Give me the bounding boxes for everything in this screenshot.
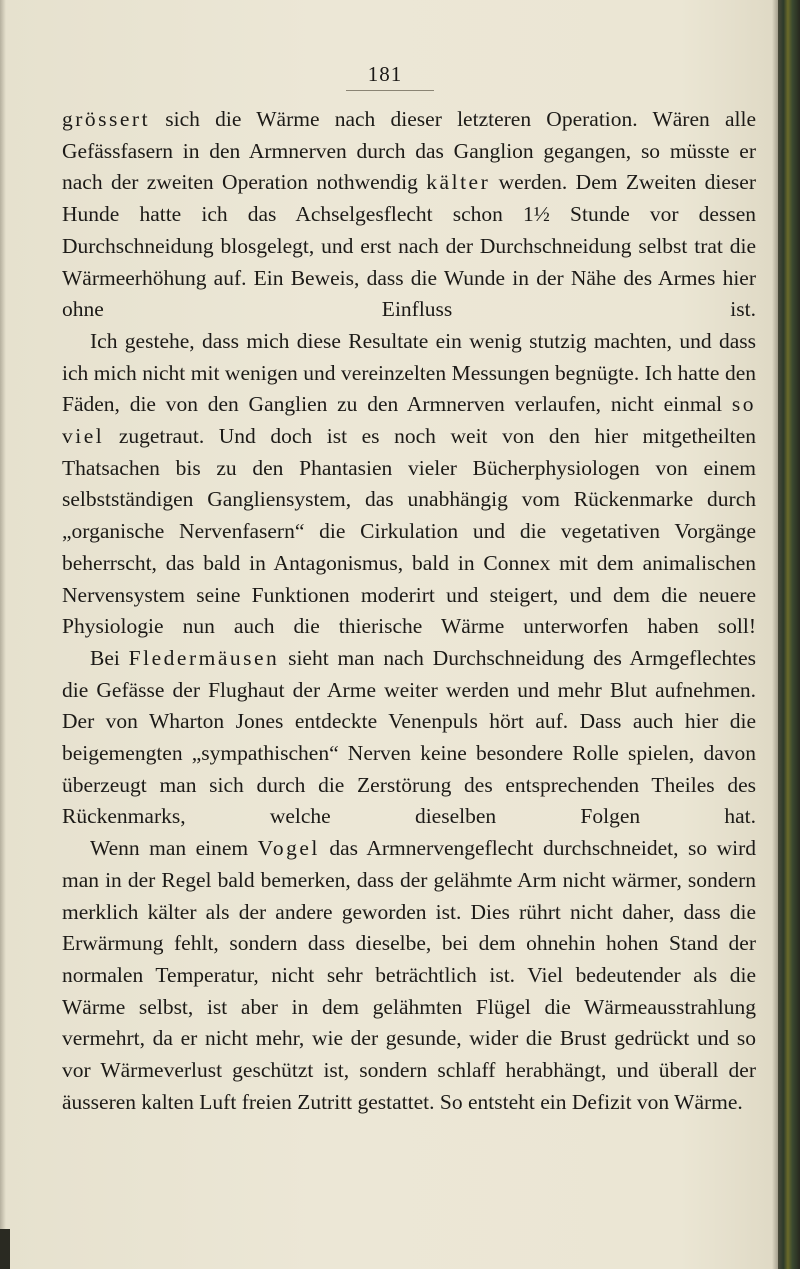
- text-body: [62, 104, 756, 1119]
- spaced-word: so viel: [62, 392, 756, 449]
- page-number-rule: [346, 90, 434, 91]
- paragraph-1: [62, 104, 756, 326]
- paragraph-4: [62, 833, 756, 1118]
- text-run: sich die Wärme nach dieser letzteren Operation. Wären alle Gefässfasern in den Armnerven durch das Ganglion gegangen, so müsste er nach der zweiten Operation nothwendig: [62, 107, 756, 195]
- spaced-word: kälter: [426, 170, 491, 195]
- page-corner-mark: [0, 1229, 10, 1269]
- book-binding: [778, 0, 800, 1269]
- paragraph-3: [62, 643, 756, 833]
- text-run: Bei: [90, 645, 129, 670]
- page-left-shadow: [0, 0, 6, 1269]
- text-run: zugetraut. Und doch ist es noch weit von den hier mitgetheilten Thatsachen bis zu den Phantasien vieler Bücherphysiologen von einem selbstständigen Gangliensystem, das unabhängig vom Rückenmarke durch „organische Nervenfasern“ die Cirkulation und die vegetativen Vorgänge beherrscht, das bald in Antagonismus, bald in Connex mit dem animalischen Nervensystem seine Funktionen moderirt und steigert, und dem die neuere Physiologie nun auch die thierische Wärme unterworfen haben soll!: [62, 424, 756, 639]
- text-run: das Armnervengeflecht durchschneidet, so wird man in der Regel bald bemerken, dass der gelähmte Arm nicht wärmer, sondern merklich kälter als der andere geworden ist. Dies rührt nicht daher, dass die Erwärmung fehlt, sondern dass dieselbe, bei dem ohnehin hohen Stand der normalen Temperatur, nicht sehr beträchtlich ist. Viel bedeutender als die Wärme selbst, ist aber in dem gelähmten Flügel die Wärmeausstrahlung vermehrt, da er nicht mehr, wie der gesunde, wider die Brust gedrückt und so vor Wärmeverlust geschützt ist, sondern schlaff herabhängt, und überall der äusseren kalten Luft freien Zutritt gestattet. So entsteht ein Defizit von Wärme.: [62, 836, 756, 1114]
- spaced-word: Fledermäusen: [128, 645, 280, 670]
- spaced-word: grössert: [62, 107, 151, 131]
- text-run: Wenn man einem: [90, 836, 258, 861]
- page-number: 181: [367, 62, 403, 86]
- paragraph-2: [62, 326, 756, 643]
- spaced-word: Vogel: [257, 836, 320, 861]
- text-run: werden. Dem Zweiten dieser Hunde hatte ich das Achselgesflecht schon 1½ Stunde vor dessen Durchschneidung blosgelegt, und erst nach der Durchschneidung selbst trat die Wärmeerhöhung auf. Ein Beweis, dass die Wunde in der Nähe des Armes hier ohne Einfluss ist.: [62, 170, 757, 322]
- text-run: Ich gestehe, dass mich diese Resultate ein wenig stutzig machten, und dass ich mich nicht mit wenigen und vereinzelten Messungen begnügte. Ich hatte den Fäden, die von den Ganglien zu den Armnerven verlaufen, nicht einmal: [62, 328, 756, 417]
- text-run: sieht man nach Durchschneidung des Armgeflechtes die Gefässe der Flughaut der Arme weiter werden und mehr Blut aufnehmen. Der von Wharton Jones entdeckte Venenpuls hört auf. Dass auch hier die beigemengten „sympathischen“ Nerven keine besondere Rolle spielen, davon überzeugt man sich durch die Zerstörung des entsprechenden Theiles des Rückenmarks, welche dieselben Folgen hat.: [62, 645, 757, 829]
